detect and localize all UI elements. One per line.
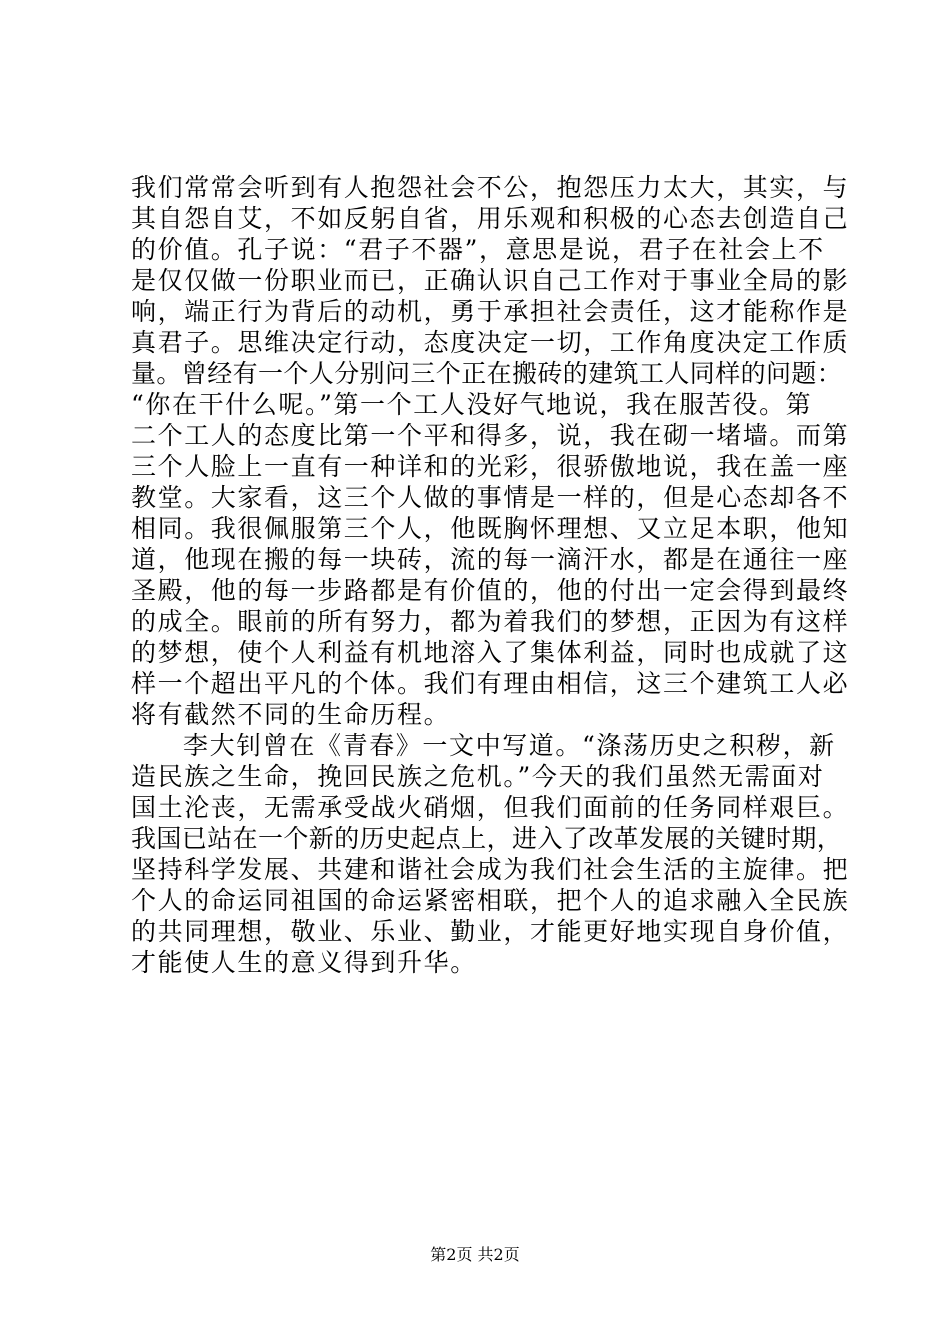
text-line: 的价值。孔子说：“君子不器”，意思是说，君子在社会上不: [131, 235, 825, 264]
text-line: 其自怨自艾，不如反躬自省，用乐观和积极的心态去创造自己: [131, 204, 850, 233]
document-body: [131, 172, 851, 978]
text-line: 国土沦丧，无需承受战火硝烟，但我们面前的任务同样艰巨。: [131, 793, 850, 822]
text-line: 相同。我很佩服第三个人，他既胸怀理想、又立足本职，他知: [131, 514, 850, 543]
text-line: 量。曾经有一个人分别问三个正在搬砖的建筑工人同样的问题：: [131, 359, 843, 388]
text-line: 圣殿，他的每一步路都是有价值的，他的付出一定会得到最终: [131, 576, 850, 605]
text-line: 二个工人的态度比第一个平和得多，说，我在砌一堵墙。而第: [131, 421, 850, 450]
text-line: 造民族之生命，挽回民族之危机。”今天的我们虽然无需面对: [131, 762, 825, 791]
text-line: 我们常常会听到有人抱怨社会不公，抱怨压力太大，其实，与: [131, 173, 850, 202]
text-line: 个人的命运同祖国的命运紧密相联，把个人的追求融入全民族: [131, 886, 850, 915]
text-line: 我国已站在一个新的历史起点上，进入了改革发展的关键时期，: [131, 824, 843, 853]
page-footer: [0, 1245, 950, 1265]
text-line: 的共同理想，敬业、乐业、勤业，才能更好地实现自身价值，: [131, 917, 850, 946]
text-line: 李大钊曾在《青春》一文中写道。“涤荡历史之积秽，新: [183, 731, 836, 760]
text-line: 三个人脸上一直有一种详和的光彩，很骄傲地说，我在盖一座: [131, 452, 850, 481]
text-line: 道，他现在搬的每一块砖，流的每一滴汗水，都是在通往一座: [131, 545, 850, 574]
page-number-label: 第2页 共2页: [430, 1245, 520, 1264]
text-line: 是仅仅做一份职业而已，正确认识自己工作对于事业全局的影: [131, 266, 850, 295]
text-line: 教堂。大家看，这三个人做的事情是一样的，但是心态却各不: [131, 483, 850, 512]
text-line: 样一个超出平凡的个体。我们有理由相信，这三个建筑工人必: [131, 669, 850, 698]
text-line: 坚持科学发展、共建和谐社会成为我们社会生活的主旋律。把: [131, 855, 850, 884]
text-line: 将有截然不同的生命历程。: [131, 700, 451, 729]
text-line: 才能使人生的意义得到升华。: [131, 948, 477, 977]
text-line: 响，端正行为背后的动机，勇于承担社会责任，这才能称作是: [131, 297, 850, 326]
text-line: 的梦想，使个人利益有机地溶入了集体利益，同时也成就了这: [131, 638, 850, 667]
text-line: “你在干什么呢。”第一个工人没好气地说，我在服苦役。第: [131, 390, 813, 419]
text-line: 真君子。思维决定行动，态度决定一切，工作角度决定工作质: [131, 328, 850, 357]
text-line: 的成全。眼前的所有努力，都为着我们的梦想，正因为有这样: [131, 607, 850, 636]
